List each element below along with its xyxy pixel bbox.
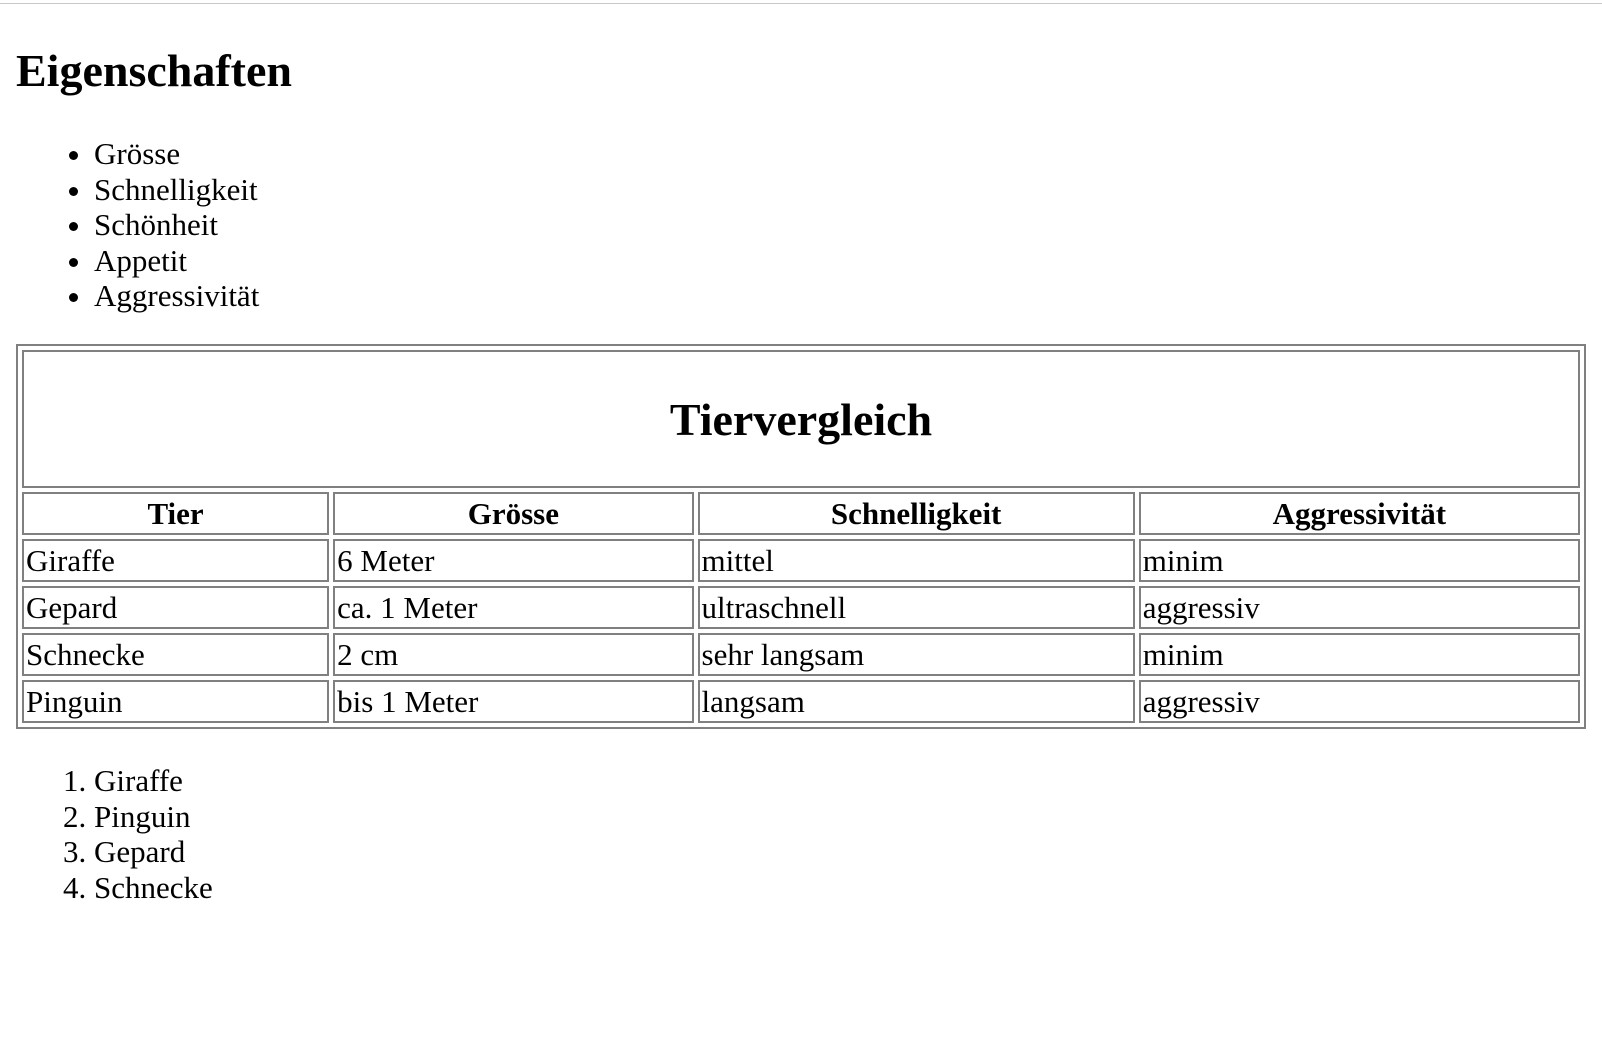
top-divider <box>0 3 1602 4</box>
table-cell: aggressiv <box>1139 586 1580 629</box>
ranking-list <box>16 763 213 905</box>
column-header-tier: Tier <box>22 492 329 535</box>
table-cell: Pinguin <box>22 680 329 723</box>
table-row <box>22 633 1580 676</box>
list-item: • Grösse <box>94 136 259 172</box>
list-item: 4. Schnecke <box>94 870 213 906</box>
comparison-table <box>16 344 1586 729</box>
list-item: 3. Gepard <box>94 834 213 870</box>
table-row <box>22 586 1580 629</box>
page-title: Eigenschaften <box>16 45 292 96</box>
table-header-row <box>22 492 1580 535</box>
column-header-aggressivitaet: Aggressivität <box>1139 492 1580 535</box>
list-item: • Schönheit <box>94 207 259 243</box>
table-row <box>22 680 1580 723</box>
comparison-table-wrapper <box>16 344 1586 729</box>
column-header-groesse: Grösse <box>333 492 693 535</box>
column-header-schnelligkeit: Schnelligkeit <box>698 492 1135 535</box>
list-item: • Appetit <box>94 243 259 279</box>
table-cell: aggressiv <box>1139 680 1580 723</box>
table-caption-row <box>22 350 1580 488</box>
list-item: • Schnelligkeit <box>94 172 259 208</box>
list-item: • Aggressivität <box>94 278 259 314</box>
table-cell: 6 Meter <box>333 539 693 582</box>
table-cell: mittel <box>698 539 1135 582</box>
table-cell: Gepard <box>22 586 329 629</box>
table-cell: Schnecke <box>22 633 329 676</box>
table-row <box>22 539 1580 582</box>
list-item: 1. Giraffe <box>94 763 213 799</box>
properties-list <box>16 136 259 314</box>
table-cell: Giraffe <box>22 539 329 582</box>
table-cell: 2 cm <box>333 633 693 676</box>
table-cell: langsam <box>698 680 1135 723</box>
table-cell: ultraschnell <box>698 586 1135 629</box>
table-cell: bis 1 Meter <box>333 680 693 723</box>
table-cell: minim <box>1139 633 1580 676</box>
table-cell: minim <box>1139 539 1580 582</box>
list-item: 2. Pinguin <box>94 799 213 835</box>
table-cell: sehr langsam <box>698 633 1135 676</box>
table-title: Tiervergleich <box>22 350 1580 488</box>
table-cell: ca. 1 Meter <box>333 586 693 629</box>
